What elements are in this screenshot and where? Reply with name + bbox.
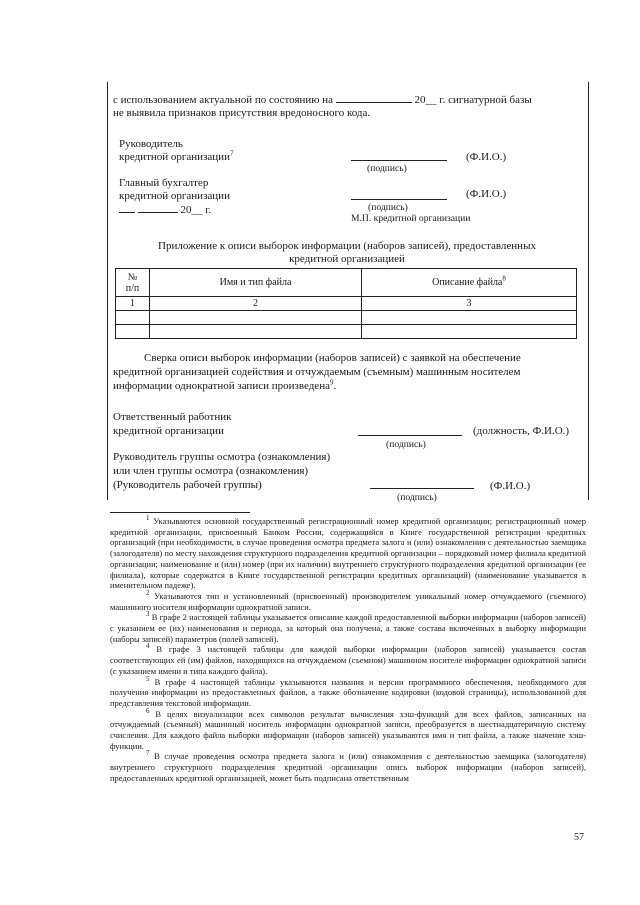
footnote-3 (110, 612, 586, 644)
appendix-table (115, 268, 577, 339)
cell-num-3: 3 (362, 297, 577, 311)
head-signature-line (351, 160, 447, 161)
head-role-2 (119, 151, 233, 164)
accountant-date-text: 20__ г. (180, 204, 212, 216)
footnote-7 (110, 751, 586, 783)
head-role-1: Руководитель (119, 138, 183, 150)
top-line-1-year: 20__ (414, 94, 437, 106)
responsible-signature-caption: (подпись) (386, 439, 426, 450)
footnote-2-text: Указываются тип и установленный (присвоенный) производителем уникальный номер отчуждаемого (съемного) машинного носителя информации однократной записи. (110, 590, 586, 612)
top-line-1-end: г. сигнатурной базы (439, 94, 532, 106)
footnote-3-mark: 3 (146, 610, 150, 619)
footnote-4-text: В графе 3 настоящей таблицы для каждой выборки информации (наборов записей) указывается состав соответствующих ей (им) файлов, находящихся на отчуждаемом (съемном) машинном носителе информации однократной записи (с указанием имени и типа каждого файла). (110, 644, 586, 676)
footnote-2-mark: 2 (146, 589, 150, 598)
top-line-1-text: с использованием актуальной по состоянию на (113, 94, 334, 106)
responsible-role-1: Ответственный работник (113, 411, 232, 423)
footnote-5 (110, 674, 587, 709)
table-row (116, 297, 577, 311)
footnote-ref-7: 7 (229, 149, 234, 158)
footnotes (110, 516, 586, 784)
head-signature-caption: (подпись) (367, 163, 407, 174)
appendix-title-2: кредитной организацией (289, 253, 405, 265)
footnote-4 (110, 644, 586, 676)
header-number-text-2: п/п (125, 282, 140, 294)
accountant-signature-line (351, 199, 447, 200)
accountant-fio: (Ф.И.О.) (466, 188, 507, 200)
footnote-2 (110, 591, 586, 612)
footnote-1-mark: 1 (146, 514, 150, 523)
table-row (116, 311, 577, 325)
check-line-1: Сверка описи выборок информации (наборов записей) с заявкой на обеспечение (144, 352, 521, 364)
check-line-2: кредитной организацией содействия и отчуждаемым (съемным) машинным носителем (113, 366, 521, 378)
appendix-title-1: Приложение к описи выборок информации (наборов записей), предоставленных (158, 240, 536, 252)
accountant-date (119, 204, 211, 217)
inspection-line-3: (Руководитель рабочей группы) (113, 479, 262, 491)
stamp-caption: М.П. кредитной организации (351, 213, 471, 224)
responsible-fio: (должность, Ф.И.О.) (473, 425, 570, 437)
footnote-1 (110, 516, 586, 591)
accountant-signature-caption: (подпись) (368, 202, 408, 213)
footnote-5-mark: 5 (146, 674, 150, 683)
inspection-line-2: или член группы осмотра (ознакомления) (113, 465, 309, 477)
header-cell-file-name: Имя и тип файла (150, 269, 362, 297)
top-line-1 (113, 94, 532, 107)
footnote-3-text: В графе 2 настоящей таблицы указывается описание каждой предоставленной выборки информации (наборов записей) с указанием ее (их) наименования и периода, за который она получена, а также состава включенных в выборку информации (наборы записей) параметров (полей записей). (110, 612, 586, 644)
footnote-7-text: В случае проведения осмотра предмета залога и (или) ознакомления с деятельностью заемщика (залогодателя) внутреннего структурного подразделения кредитной организации опись выборок информации (наборов записей), предоставленных кредитной организацией, может быть подписана ответственным (110, 751, 587, 783)
footnote-4-mark: 4 (146, 642, 150, 651)
check-line-3 (113, 380, 336, 393)
header-number-text: № (127, 271, 138, 283)
inspection-signature-line (370, 488, 474, 489)
table-row (116, 325, 577, 339)
accountant-role-2: кредитной организации (119, 190, 230, 202)
head-fio: (Ф.И.О.) (466, 151, 507, 163)
top-line-2: не выявила признаков присутствия вредоносного кода. (113, 107, 371, 119)
page-number: 57 (574, 832, 584, 843)
footnote-6-mark: 6 (146, 706, 150, 715)
footnote-5-text: В графе 4 настоящей таблицы указываются названия и версии программного обеспечения, необходимого для получения информации из предоставленных файлов, а также обозначение кодировки (кодовой страницы), использованной для представления текстовой информации. (110, 676, 587, 708)
responsible-role-2: кредитной организации (113, 425, 224, 437)
inspection-signature-caption: (подпись) (397, 492, 437, 503)
cell-num-2: 2 (150, 297, 362, 311)
check-line-3-end: . (333, 380, 337, 392)
inspection-line-1: Руководитель группы осмотра (ознакомления) (113, 451, 331, 463)
cell-num-1: 1 (116, 297, 150, 311)
footnote-1-text: Указываются основной государственный регистрационный номер кредитной организации; регистрационный номер кредитной организации, присвоенный Банком России, содержащийся в Книге государственной регистрации кредитных организаций (при необходимости, в случае проведения осмотра предмета залога и (или) ознакомления с деятельностью заемщика (залогодателя) по месту нахождения структурного подразделения кредитной организации – порядковый номер филиала кредитной организации; наименование и (или) номер (при их наличии) внутреннего структурного подразделения кредитной организации (ее филиала), которые содержатся в Книге государственной регистрации кредитных организаций) (наименование указывается в именительном падеже). (110, 516, 586, 591)
footnote-ref-9: 9 (329, 378, 334, 387)
header-description-text: Описание файла (432, 277, 503, 288)
footnote-6-text: В целях визуализации всех символов результат вычисления хэш-функций для всех файлов, записанных на отчуждаемый (съемный) машинный носитель информации однократной записи, преобразуется в шестнадцатеричную систему счисления. Для каждого файла выборки информации (наборов записей) указываются имя и тип файла, а также значение хэш-функции. (110, 708, 586, 751)
accountant-role-1: Главный бухгалтер (119, 177, 209, 189)
inspection-fio: (Ф.И.О.) (490, 480, 531, 492)
header-cell-number (116, 269, 150, 297)
footnote-6 (110, 706, 586, 752)
head-role-2-text: кредитной организации (119, 151, 230, 163)
table-header-row (116, 269, 577, 297)
header-cell-file-description (362, 269, 577, 297)
footnote-ref-8: 8 (502, 274, 506, 283)
check-line-3-text: информации однократной записи произведена (113, 380, 330, 392)
footnote-7-mark: 7 (146, 749, 150, 758)
footnote-separator (110, 512, 250, 513)
responsible-signature-line (358, 435, 462, 436)
